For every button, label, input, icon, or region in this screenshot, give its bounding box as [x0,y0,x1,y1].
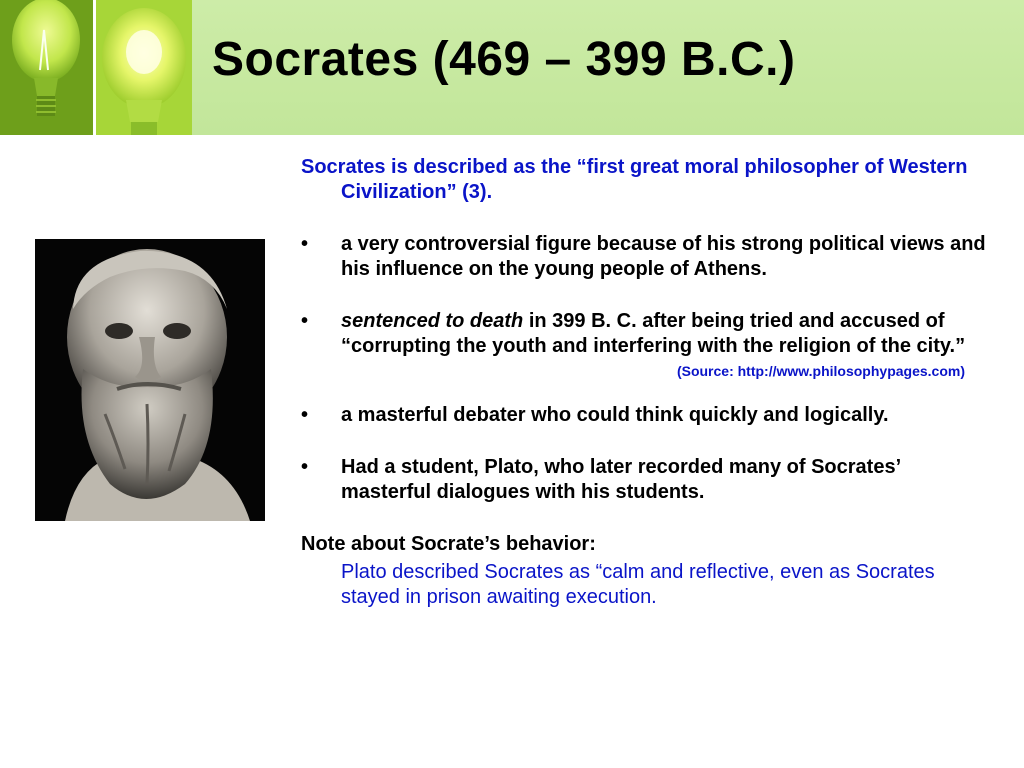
bullet-text: a masterful debater who could think quickly and logically. [341,404,889,426]
bullet-icon: • [301,310,309,332]
panel-divider [93,0,96,135]
bullet-text: Had a student, Plato, who later recorded many of Socrates’ masterful dialogues with his students. [341,456,901,503]
bullet-emphasis: sentenced to death [341,310,524,332]
note-body: Plato described Socrates as “calm and reflective, even as Socrates stayed in prison awaiting execution. [341,561,935,608]
title-bar [0,0,1024,135]
socrates-bust-image [35,239,265,521]
list-item [301,309,991,359]
bullet-text: a very controversial figure because of his strong political views and his influence on the young people of Athens. [341,233,986,280]
list-item [301,403,991,428]
bullet-icon: • [301,404,309,426]
bullet-text: in 399 B. C. after being tried and accused of “corrupting the youth and interfering with the religion of the city.” [341,310,966,357]
list-item [301,455,991,505]
bullet-icon: • [301,456,309,478]
slide-body [301,155,991,610]
bullet-icon: • [301,233,309,255]
light-bulb-icon [0,0,192,135]
list-item [301,232,991,282]
intro-text: Socrates is described as the “first great moral philosopher of Western Civilization” (3). [301,156,968,203]
slide-title: Socrates (469 – 399 B.C.) [212,33,796,86]
note-heading: Note about Socrate’s behavior: [301,533,596,555]
source-citation: (Source: http://www.philosophypages.com) [676,363,965,379]
